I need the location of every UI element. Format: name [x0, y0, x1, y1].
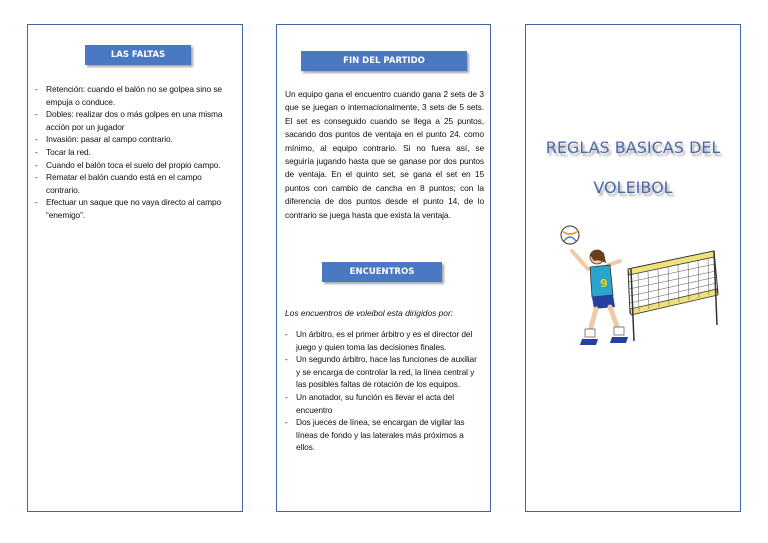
player-number: 9: [600, 277, 608, 290]
faltas-header: LAS FALTAS: [85, 45, 191, 65]
fin-partido-header: FIN DEL PARTIDO: [301, 51, 467, 71]
cover-title-line2: VOLEIBOL: [593, 178, 673, 197]
volleyball-icon: [561, 226, 579, 244]
encuentros-intro: Los encuentros de voleibol esta dirigidos por:: [285, 308, 454, 318]
encuentro-item: - Dos jueces de línea, se encargan de vigilar las líneas de fondo y las laterales más próximos a ellos.: [285, 416, 483, 454]
falta-item: - Cuando el balón toca el suelo del propio campo.: [35, 159, 237, 172]
panel-partido: [276, 24, 491, 512]
panel-faltas: [27, 24, 243, 512]
cover-title-line1: REGLAS BASICAS DEL: [545, 138, 721, 157]
encuentro-item: - Un árbitro, es el primer árbitro y es el director del juego y quien toma las decisiones finales.: [285, 328, 483, 353]
volleyball-player-illustration: [550, 221, 720, 351]
faltas-list: [35, 83, 237, 222]
falta-item: - Efectuar un saque que no vaya directo al campo “enemigo”.: [35, 196, 237, 221]
fin-partido-text: Un equipo gana el encuentro cuando gana 2 sets de 3 que se juegan o internacionalmente, 3 sets de 5 sets. El set es conseguido cuando se llega a 25 puntos, sacando dos puntos de ventaja en el punto 24. como mínimo, al equipo contrario. Si no fuera así, se seguiría jugando hasta que se ganase por dos puntos de ventaja. En el quinto set, se gana el set en 15 puntos con cambio de cancha en 8 puntos; con la diferencia de dos puntos desde el punto 14, de lo contrario se juega hasta que exista la ventaja.: [285, 89, 484, 220]
falta-item: - Tocar la red.: [35, 146, 237, 159]
player-icon: [572, 250, 628, 345]
encuentro-item: - Un anotador, su función es llevar el acta del encuentro: [285, 391, 483, 416]
encuentros-header: ENCUENTROS: [322, 262, 442, 282]
falta-item: - Dobles: realizar dos o más golpes en una misma acción por un jugador: [35, 108, 237, 133]
falta-item: - Invasión: pasar al campo contrario.: [35, 133, 237, 146]
encuentros-list: [285, 328, 483, 454]
panel-portada: [525, 24, 741, 512]
volleyball-net-icon: [628, 251, 718, 341]
falta-item: - Rematar el balón cuando está en el campo contrario.: [35, 171, 237, 196]
encuentro-item: - Un segundo árbitro, hace las funciones de auxiliar y se encarga de controlar la red, la línea central y las posibles faltas de rotación de los equipos.: [285, 353, 483, 391]
falta-item: - Retención: cuando el balón no se golpea sino se empuja o conduce.: [35, 83, 237, 108]
